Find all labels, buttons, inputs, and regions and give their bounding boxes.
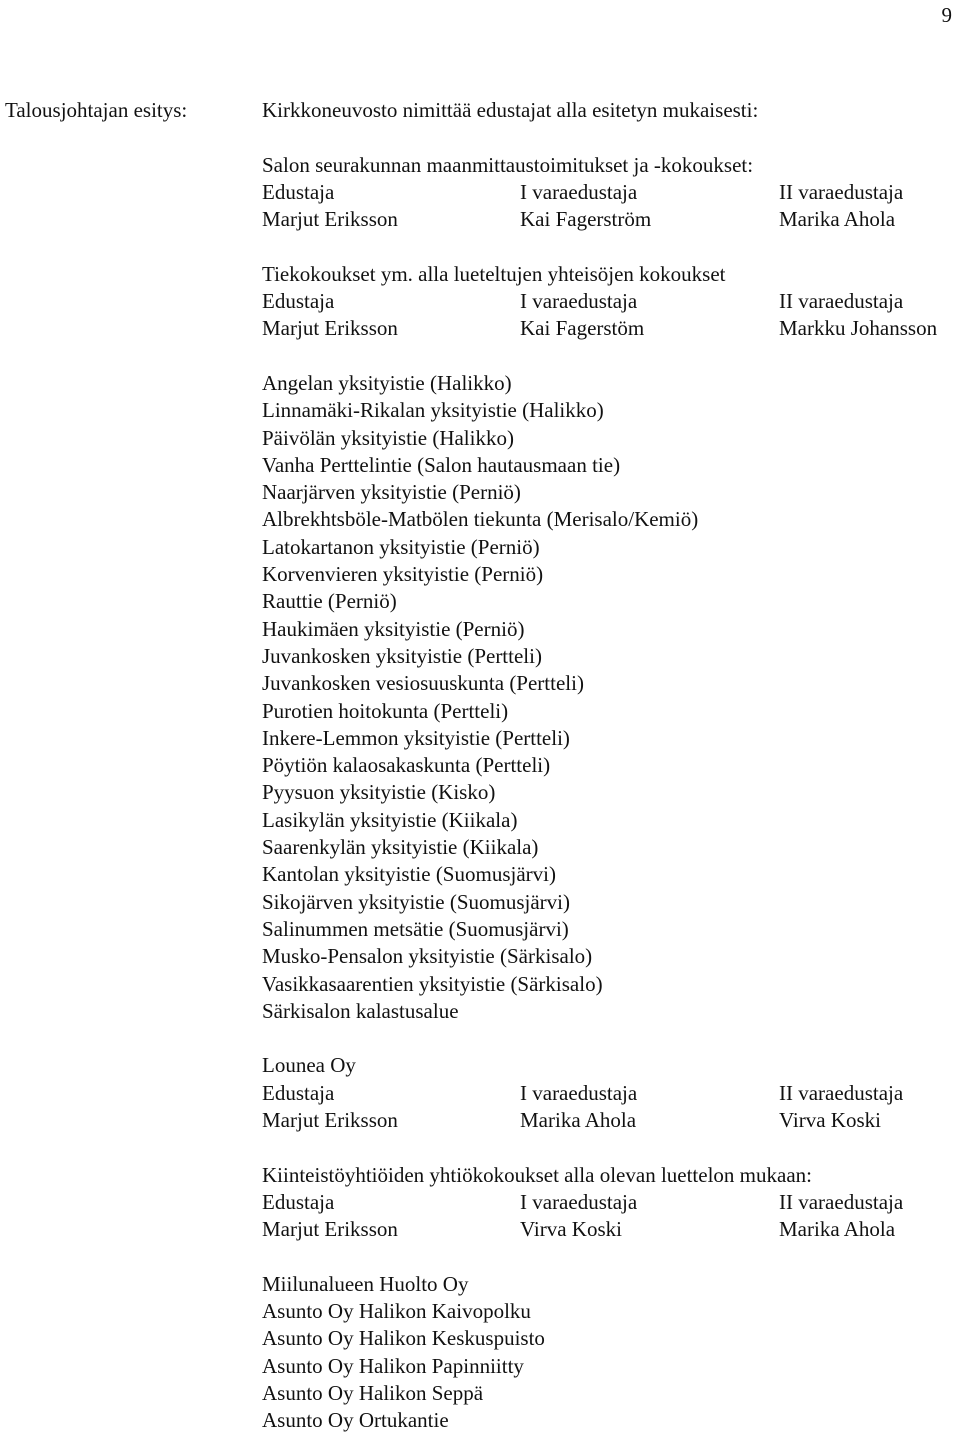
intro-text: Kirkkoneuvosto nimittää edustajat alla esitetyn mukaisesti:	[262, 98, 759, 122]
role-first-deputy: I varaedustaja	[520, 1080, 638, 1105]
spacer	[262, 124, 958, 151]
list-item: Päivölän yksityistie (Halikko)	[262, 425, 514, 450]
list-item: Angelan yksityistie (Halikko)	[262, 370, 512, 395]
list-item: Asunto Oy Halikon Papinniitty	[262, 1353, 524, 1378]
page-number: 9	[941, 3, 952, 27]
list-item: Juvankosken vesiosuuskunta (Pertteli)	[262, 671, 584, 696]
section-heading: Kiinteistöyhtiöiden yhtiökokoukset alla olevan luettelon mukaan:	[262, 1162, 812, 1187]
section-heading: Salon seurakunnan maanmittaustoimitukset ja -kokoukset:	[262, 152, 754, 177]
list-item: Asunto Oy Halikon Keskuspuisto	[262, 1326, 545, 1351]
second-deputy-name: Markku Johansson	[779, 316, 938, 341]
list-item: Sikojärven yksityistie (Suomusjärvi)	[262, 889, 570, 914]
spacer	[262, 343, 958, 370]
first-deputy-name: Kai Fagerstöm	[520, 316, 645, 341]
name-row	[262, 315, 958, 342]
first-deputy-name: Kai Fagerström	[520, 207, 652, 232]
role-header-row	[262, 288, 958, 315]
name-row	[262, 1107, 958, 1134]
list-item: Asunto Oy Halikon Kaivopolku	[262, 1299, 531, 1324]
role-representative: Edustaja	[262, 289, 335, 314]
spacer	[262, 1134, 958, 1161]
name-row	[262, 1216, 958, 1243]
representative-name: Marjut Eriksson	[262, 1217, 398, 1242]
list-item: Asunto Oy Ortukantie	[262, 1408, 449, 1433]
list-item: Särkisalon kalastusalue	[262, 998, 459, 1023]
representative-name: Marjut Eriksson	[262, 316, 398, 341]
list-item: Korvenvieren yksityistie (Perniö)	[262, 562, 544, 587]
representative-name: Marjut Eriksson	[262, 207, 398, 232]
list-item: Naarjärven yksityistie (Perniö)	[262, 480, 521, 505]
list-item: Vanha Perttelintie (Salon hautausmaan tie)	[262, 452, 621, 477]
role-representative: Edustaja	[262, 179, 335, 204]
list-item: Vasikkasaarentien yksityistie (Särkisalo)	[262, 971, 603, 996]
list-item: Rauttie (Perniö)	[262, 589, 397, 614]
real-estate-company-list	[262, 1271, 958, 1435]
list-item: Salinummen metsätie (Suomusjärvi)	[262, 916, 569, 941]
list-item: Juvankosken yksityistie (Pertteli)	[262, 643, 542, 668]
role-second-deputy: II varaedustaja	[779, 179, 904, 204]
spacer	[262, 1243, 958, 1270]
list-item: Pöytiön kalaosakaskunta (Pertteli)	[262, 753, 551, 778]
list-item: Linnamäki-Rikalan yksityistie (Halikko)	[262, 398, 604, 423]
second-deputy-name: Marika Ahola	[779, 207, 896, 232]
first-deputy-name: Marika Ahola	[520, 1107, 637, 1132]
list-item: Haukimäen yksityistie (Perniö)	[262, 616, 525, 641]
list-item: Asunto Oy Halikon Seppä	[262, 1380, 484, 1405]
list-item: Musko-Pensalon yksityistie (Särkisalo)	[262, 944, 593, 969]
role-representative: Edustaja	[262, 1080, 335, 1105]
list-item: Lasikylän yksityistie (Kiikala)	[262, 807, 518, 832]
list-item: Pyysuon yksityistie (Kisko)	[262, 780, 496, 805]
role-second-deputy: II varaedustaja	[779, 1080, 904, 1105]
representative-name: Marjut Eriksson	[262, 1107, 398, 1132]
role-second-deputy: II varaedustaja	[779, 289, 904, 314]
road-association-list	[262, 370, 958, 1025]
proposal-label: Talousjohtajan esitys:	[5, 98, 188, 122]
list-item: Latokartanon yksityistie (Perniö)	[262, 534, 540, 559]
role-second-deputy: II varaedustaja	[779, 1189, 904, 1214]
spacer	[262, 233, 958, 260]
section-heading: Lounea Oy	[262, 1053, 356, 1078]
role-header-row	[262, 1080, 958, 1107]
list-item: Miilunalueen Huolto Oy	[262, 1271, 469, 1296]
role-representative: Edustaja	[262, 1189, 335, 1214]
role-header-row	[262, 1189, 958, 1216]
name-row	[262, 206, 958, 233]
list-item: Purotien hoitokunta (Pertteli)	[262, 698, 509, 723]
list-item: Saarenkylän yksityistie (Kiikala)	[262, 835, 539, 860]
list-item: Albrekhtsböle-Matbölen tiekunta (Merisalo/Kemiö)	[262, 507, 699, 532]
second-deputy-name: Marika Ahola	[779, 1217, 896, 1242]
first-deputy-name: Virva Koski	[520, 1217, 622, 1242]
proposal-content	[262, 97, 958, 1435]
section-heading: Tiekokoukset ym. alla lueteltujen yhteisöjen kokoukset	[262, 261, 726, 286]
list-item: Kantolan yksityistie (Suomusjärvi)	[262, 862, 556, 887]
role-first-deputy: I varaedustaja	[520, 179, 638, 204]
role-header-row	[262, 179, 958, 206]
role-first-deputy: I varaedustaja	[520, 289, 638, 314]
role-first-deputy: I varaedustaja	[520, 1189, 638, 1214]
spacer	[262, 1025, 958, 1052]
list-item: Inkere-Lemmon yksityistie (Pertteli)	[262, 725, 570, 750]
second-deputy-name: Virva Koski	[779, 1107, 881, 1132]
